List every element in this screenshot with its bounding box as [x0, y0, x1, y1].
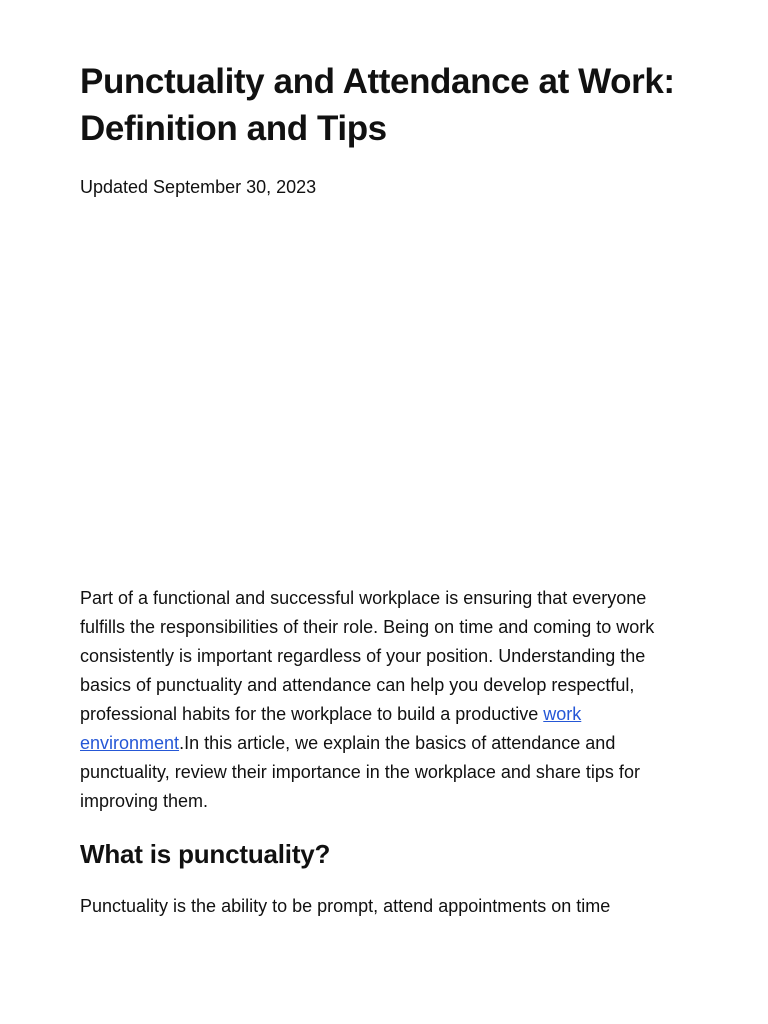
article-title: Punctuality and Attendance at Work: Definition and Tips	[80, 62, 675, 148]
media-placeholder	[80, 230, 688, 550]
intro-text-before-link: Part of a functional and successful workplace is ensuring that everyone fulfills the responsibilities of their role. Being on time and coming to work consistently is important regardless of your position. Understanding the basics of punctuality and attendance can help you develop respectful, professional habits for the workplace to build a productive	[80, 588, 655, 724]
section-paragraph: Punctuality is the ability to be prompt, attend appointments on time	[80, 896, 611, 916]
section-heading: What is punctuality?	[80, 839, 331, 869]
work-environment-link[interactable]: work environment	[80, 704, 582, 753]
intro-paragraph	[80, 584, 695, 816]
updated-date: Updated September 30, 2023	[80, 177, 317, 197]
intro-text-after-link: .In this article, we explain the basics of attendance and punctuality, review their importance in the workplace and share tips for improving them.	[80, 733, 640, 811]
